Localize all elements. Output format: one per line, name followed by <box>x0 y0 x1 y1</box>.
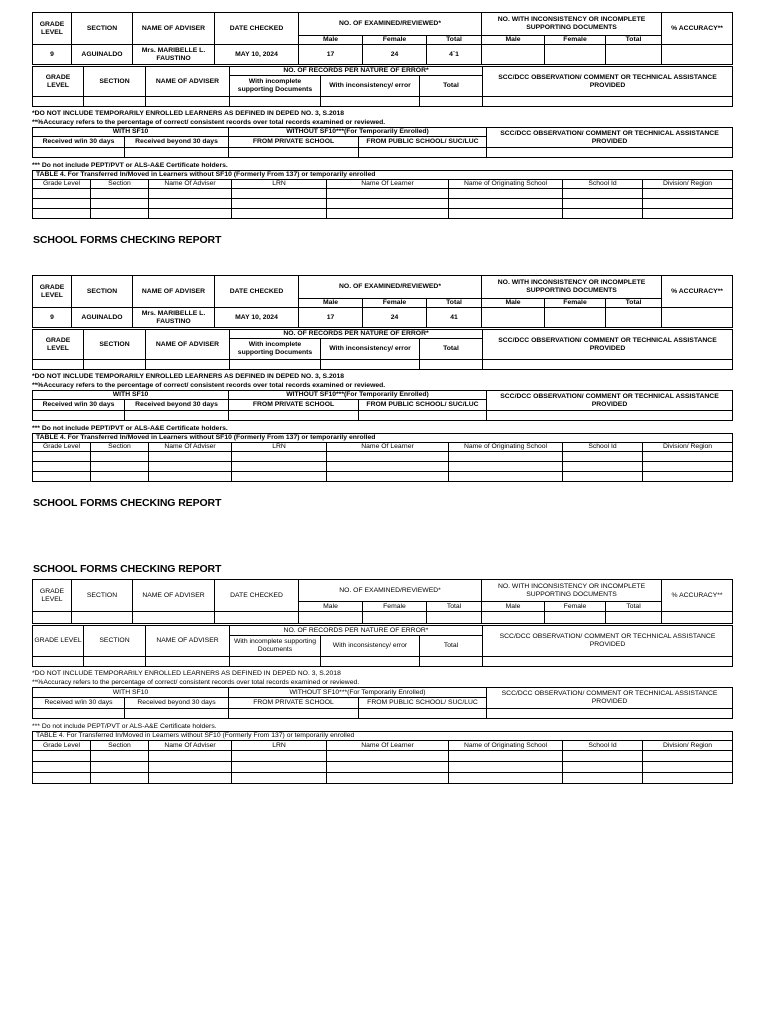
empty-cell <box>33 612 72 624</box>
empty-cell <box>662 308 733 328</box>
with-sf10-header: WITH SF10 <box>33 391 229 400</box>
sf10-table <box>32 127 733 158</box>
nature-of-error-header: NO. OF RECORDS PER NATURE OF ERROR* <box>230 626 483 636</box>
grade-cell: 9 <box>33 308 72 328</box>
form-copy-3 <box>32 579 732 784</box>
section-cell: AGUINALDO <box>72 308 133 328</box>
female-header: Female <box>545 299 606 308</box>
empty-cell <box>662 612 733 624</box>
observation-header: SCC/DCC OBSERVATION/ COMMENT OR TECHNICAL ASSISTANCE PROVIDED <box>483 67 733 97</box>
originating-school-header: Name of Originating School <box>449 443 563 452</box>
note-accuracy: **%Accuracy refers to the percentage of correct/ consistent records over total records examined or reviewed. <box>32 119 386 126</box>
empty-cell <box>299 612 363 624</box>
adviser-header: NAME OF ADVISER <box>133 580 215 612</box>
received-30-header: Received w/in 30 days <box>33 698 125 709</box>
learner-header: Name Of Learner <box>327 180 449 189</box>
note-accuracy: **%Accuracy refers to the percentage of correct/ consistent records over total records examined or reviewed. <box>32 679 360 686</box>
inconsistency-header: NO. WITH INCONSISTENCY OR INCOMPLETE SUPPORTING DOCUMENTS <box>482 580 662 602</box>
table-4-caption: TABLE 4. For Transferred In/Moved in Learners without SF10 (Formerly From 137) or temporarily enrolled <box>33 171 733 180</box>
examined-table <box>32 12 733 65</box>
division-header: Division/ Region <box>643 443 733 452</box>
observation-header: SCC/DCC OBSERVATION/ COMMENT OR TECHNICAL ASSISTANCE PROVIDED <box>487 391 733 411</box>
total-header: Total <box>420 636 483 657</box>
note-pept: *** Do not include PEPT/PVT or ALS-A&E Certificate holders. <box>32 425 228 432</box>
without-sf10-header: WITHOUT SF10***(For Temporarily Enrolled) <box>229 688 487 698</box>
lrn-header: LRN <box>232 443 327 452</box>
total-cell: 41 <box>427 308 482 328</box>
private-school-header: FROM PRIVATE SCHOOL <box>229 137 359 148</box>
originating-school-header: Name of Originating School <box>449 741 563 751</box>
grade-level-header: GRADE LEVEL <box>33 330 84 360</box>
note-temporary: *DO NOT INCLUDE TEMPORARILY ENROLLED LEARNERS AS DEFINED IN DEPED NO. 3, S.2018 <box>32 373 345 380</box>
inconsistency-header: With inconsistency/ error <box>321 636 420 657</box>
section-header: SECTION <box>84 67 146 97</box>
total-header: Total <box>427 36 482 45</box>
with-sf10-header: WITH SF10 <box>33 128 229 137</box>
private-school-header: FROM PRIVATE SCHOOL <box>229 400 359 411</box>
female-header: Female <box>363 36 427 45</box>
adviser-cell: Mrs. MARIBELLE L. FAUSTINO <box>133 308 215 328</box>
adviser-header: Name Of Adviser <box>149 741 232 751</box>
note-pept: *** Do not include PEPT/PVT or ALS-A&E Certificate holders. <box>32 162 228 169</box>
learner-header: Name Of Learner <box>327 741 449 751</box>
empty-cell <box>662 45 733 65</box>
table-4-caption: TABLE 4. For Transferred In/Moved in Learners without SF10 (Formerly From 137) or temporarily enrolled <box>33 434 733 443</box>
empty-cell <box>545 45 606 65</box>
public-school-header: FROM PUBLIC SCHOOL/ SUC/LUC <box>359 400 487 411</box>
total-header: Total <box>606 602 662 612</box>
inconsistency-header: NO. WITH INCONSISTENCY OR INCOMPLETE SUPPORTING DOCUMENTS <box>482 13 662 36</box>
grade-level-header: GRADE LEVEL <box>33 580 72 612</box>
division-header: Division/ Region <box>643 180 733 189</box>
report-title: SCHOOL FORMS CHECKING REPORT <box>33 234 222 246</box>
section-header: SECTION <box>72 276 133 308</box>
male-cell: 17 <box>299 308 363 328</box>
incomplete-docs-header: With incomplete supporting Documents <box>230 636 321 657</box>
total-header: Total <box>427 299 482 308</box>
without-sf10-header: WITHOUT SF10***(For Temporarily Enrolled) <box>229 391 487 400</box>
female-cell: 24 <box>363 308 427 328</box>
form-copy-2 <box>32 275 732 482</box>
inconsistency-header: NO. WITH INCONSISTENCY OR INCOMPLETE SUPPORTING DOCUMENTS <box>482 276 662 299</box>
empty-cell <box>545 308 606 328</box>
section-header: Section <box>91 741 149 751</box>
date-cell: MAY 10, 2024 <box>215 45 299 65</box>
examined-header: NO. OF EXAMINED/REVIEWED* <box>299 276 482 299</box>
private-school-header: FROM PRIVATE SCHOOL <box>229 698 359 709</box>
section-header: Section <box>91 180 149 189</box>
section-header: Section <box>91 443 149 452</box>
adviser-header: Name Of Adviser <box>149 443 232 452</box>
examined-header: NO. OF EXAMINED/REVIEWED* <box>299 580 482 602</box>
received-beyond-header: Received beyond 30 days <box>125 698 229 709</box>
section-header: SECTION <box>72 580 133 612</box>
accuracy-header: % ACCURACY** <box>662 580 733 612</box>
note-accuracy: **%Accuracy refers to the percentage of correct/ consistent records over total records examined or reviewed. <box>32 382 386 389</box>
nature-of-error-header: NO. OF RECORDS PER NATURE OF ERROR* <box>230 330 483 339</box>
adviser-header: Name Of Adviser <box>149 180 232 189</box>
grade-cell: 9 <box>33 45 72 65</box>
with-sf10-header: WITH SF10 <box>33 688 229 698</box>
male-header: Male <box>299 602 363 612</box>
empty-cell <box>482 45 545 65</box>
nature-of-error-header: NO. OF RECORDS PER NATURE OF ERROR* <box>230 67 483 76</box>
transferred-table <box>32 170 733 219</box>
without-sf10-header: WITHOUT SF10***(For Temporarily Enrolled) <box>229 128 487 137</box>
adviser-header: NAME OF ADVISER <box>146 330 230 360</box>
observation-header: SCC/DCC OBSERVATION/ COMMENT OR TECHNICAL ASSISTANCE PROVIDED <box>483 626 733 657</box>
date-checked-header: DATE CHECKED <box>215 276 299 308</box>
female-header: Female <box>545 36 606 45</box>
grade-level-header: GRADE LEVEL <box>33 276 72 308</box>
examined-header: NO. OF EXAMINED/REVIEWED* <box>299 13 482 36</box>
public-school-header: FROM PUBLIC SCHOOL/ SUC/LUC <box>359 698 487 709</box>
form-copy-1 <box>32 12 732 219</box>
lrn-header: LRN <box>232 180 327 189</box>
received-beyond-header: Received beyond 30 days <box>125 400 229 411</box>
total-cell: 4`1 <box>427 45 482 65</box>
section-header: SECTION <box>72 13 133 45</box>
incomplete-docs-header: With incomplete supporting Documents <box>230 76 321 97</box>
report-title: SCHOOL FORMS CHECKING REPORT <box>33 497 222 509</box>
grade-level-header: GRADE LEVEL <box>33 626 84 657</box>
empty-cell <box>606 45 662 65</box>
date-checked-header: DATE CHECKED <box>215 13 299 45</box>
examined-table <box>32 275 733 328</box>
error-nature-table <box>32 625 733 667</box>
date-cell: MAY 10, 2024 <box>215 308 299 328</box>
school-id-header: School Id <box>563 180 643 189</box>
inconsistency-header: With inconsistency/ error <box>321 339 420 360</box>
school-id-header: School Id <box>563 741 643 751</box>
adviser-header: NAME OF ADVISER <box>146 626 230 657</box>
empty-cell <box>215 612 299 624</box>
adviser-header: NAME OF ADVISER <box>133 13 215 45</box>
sf10-table <box>32 687 733 719</box>
division-header: Division/ Region <box>643 741 733 751</box>
empty-cell <box>545 612 606 624</box>
report-title: SCHOOL FORMS CHECKING REPORT <box>33 563 222 575</box>
observation-header: SCC/DCC OBSERVATION/ COMMENT OR TECHNICAL ASSISTANCE PROVIDED <box>483 330 733 360</box>
table-4-caption: TABLE 4. For Transferred In/Moved in Learners without SF10 (Formerly From 137) or temporarily enrolled <box>33 732 733 741</box>
error-nature-table <box>32 66 733 107</box>
accuracy-header: % ACCURACY** <box>662 276 733 308</box>
empty-cell <box>606 612 662 624</box>
sf10-table <box>32 390 733 421</box>
empty-cell <box>427 612 482 624</box>
learner-header: Name Of Learner <box>327 443 449 452</box>
male-header: Male <box>482 602 545 612</box>
inconsistency-header: With inconsistency/ error <box>321 76 420 97</box>
lrn-header: LRN <box>232 741 327 751</box>
empty-cell <box>363 612 427 624</box>
empty-cell <box>606 308 662 328</box>
received-30-header: Received w/in 30 days <box>33 137 125 148</box>
note-temporary: *DO NOT INCLUDE TEMPORARILY ENROLLED LEARNERS AS DEFINED IN DEPED NO. 3, S.2018 <box>32 670 341 677</box>
total-header: Total <box>606 299 662 308</box>
male-header: Male <box>482 36 545 45</box>
grade-level-header: Grade Level <box>33 443 91 452</box>
male-header: Male <box>299 299 363 308</box>
examined-table <box>32 579 733 624</box>
empty-cell <box>133 612 215 624</box>
empty-cell <box>72 612 133 624</box>
section-header: SECTION <box>84 626 146 657</box>
male-header: Male <box>299 36 363 45</box>
empty-cell <box>482 308 545 328</box>
error-nature-table <box>32 329 733 370</box>
total-header: Total <box>606 36 662 45</box>
female-header: Female <box>545 602 606 612</box>
school-id-header: School Id <box>563 443 643 452</box>
total-header: Total <box>420 76 483 97</box>
female-header: Female <box>363 299 427 308</box>
observation-header: SCC/DCC OBSERVATION/ COMMENT OR TECHNICAL ASSISTANCE PROVIDED <box>487 688 733 709</box>
date-checked-header: DATE CHECKED <box>215 580 299 612</box>
transferred-table <box>32 433 733 482</box>
empty-cell <box>482 612 545 624</box>
grade-level-header: Grade Level <box>33 741 91 751</box>
note-temporary: *DO NOT INCLUDE TEMPORARILY ENROLLED LEARNERS AS DEFINED IN DEPED NO. 3, S.2018 <box>32 110 345 117</box>
received-beyond-header: Received beyond 30 days <box>125 137 229 148</box>
received-30-header: Received w/in 30 days <box>33 400 125 411</box>
total-header: Total <box>427 602 482 612</box>
grade-level-header: GRADE LEVEL <box>33 67 84 97</box>
female-cell: 24 <box>363 45 427 65</box>
adviser-header: NAME OF ADVISER <box>146 67 230 97</box>
originating-school-header: Name of Originating School <box>449 180 563 189</box>
section-header: SECTION <box>84 330 146 360</box>
female-header: Female <box>363 602 427 612</box>
adviser-cell: Mrs. MARIBELLE L. FAUSTINO <box>133 45 215 65</box>
total-header: Total <box>420 339 483 360</box>
accuracy-header: % ACCURACY** <box>662 13 733 45</box>
observation-header: SCC/DCC OBSERVATION/ COMMENT OR TECHNICAL ASSISTANCE PROVIDED <box>487 128 733 148</box>
transferred-table <box>32 731 733 784</box>
grade-level-header: GRADE LEVEL <box>33 13 72 45</box>
adviser-header: NAME OF ADVISER <box>133 276 215 308</box>
male-header: Male <box>482 299 545 308</box>
public-school-header: FROM PUBLIC SCHOOL/ SUC/LUC <box>359 137 487 148</box>
note-pept: *** Do not include PEPT/PVT or ALS-A&E Certificate holders. <box>32 723 217 730</box>
section-cell: AGUINALDO <box>72 45 133 65</box>
incomplete-docs-header: With incomplete supporting Documents <box>230 339 321 360</box>
grade-level-header: Grade Level <box>33 180 91 189</box>
male-cell: 17 <box>299 45 363 65</box>
